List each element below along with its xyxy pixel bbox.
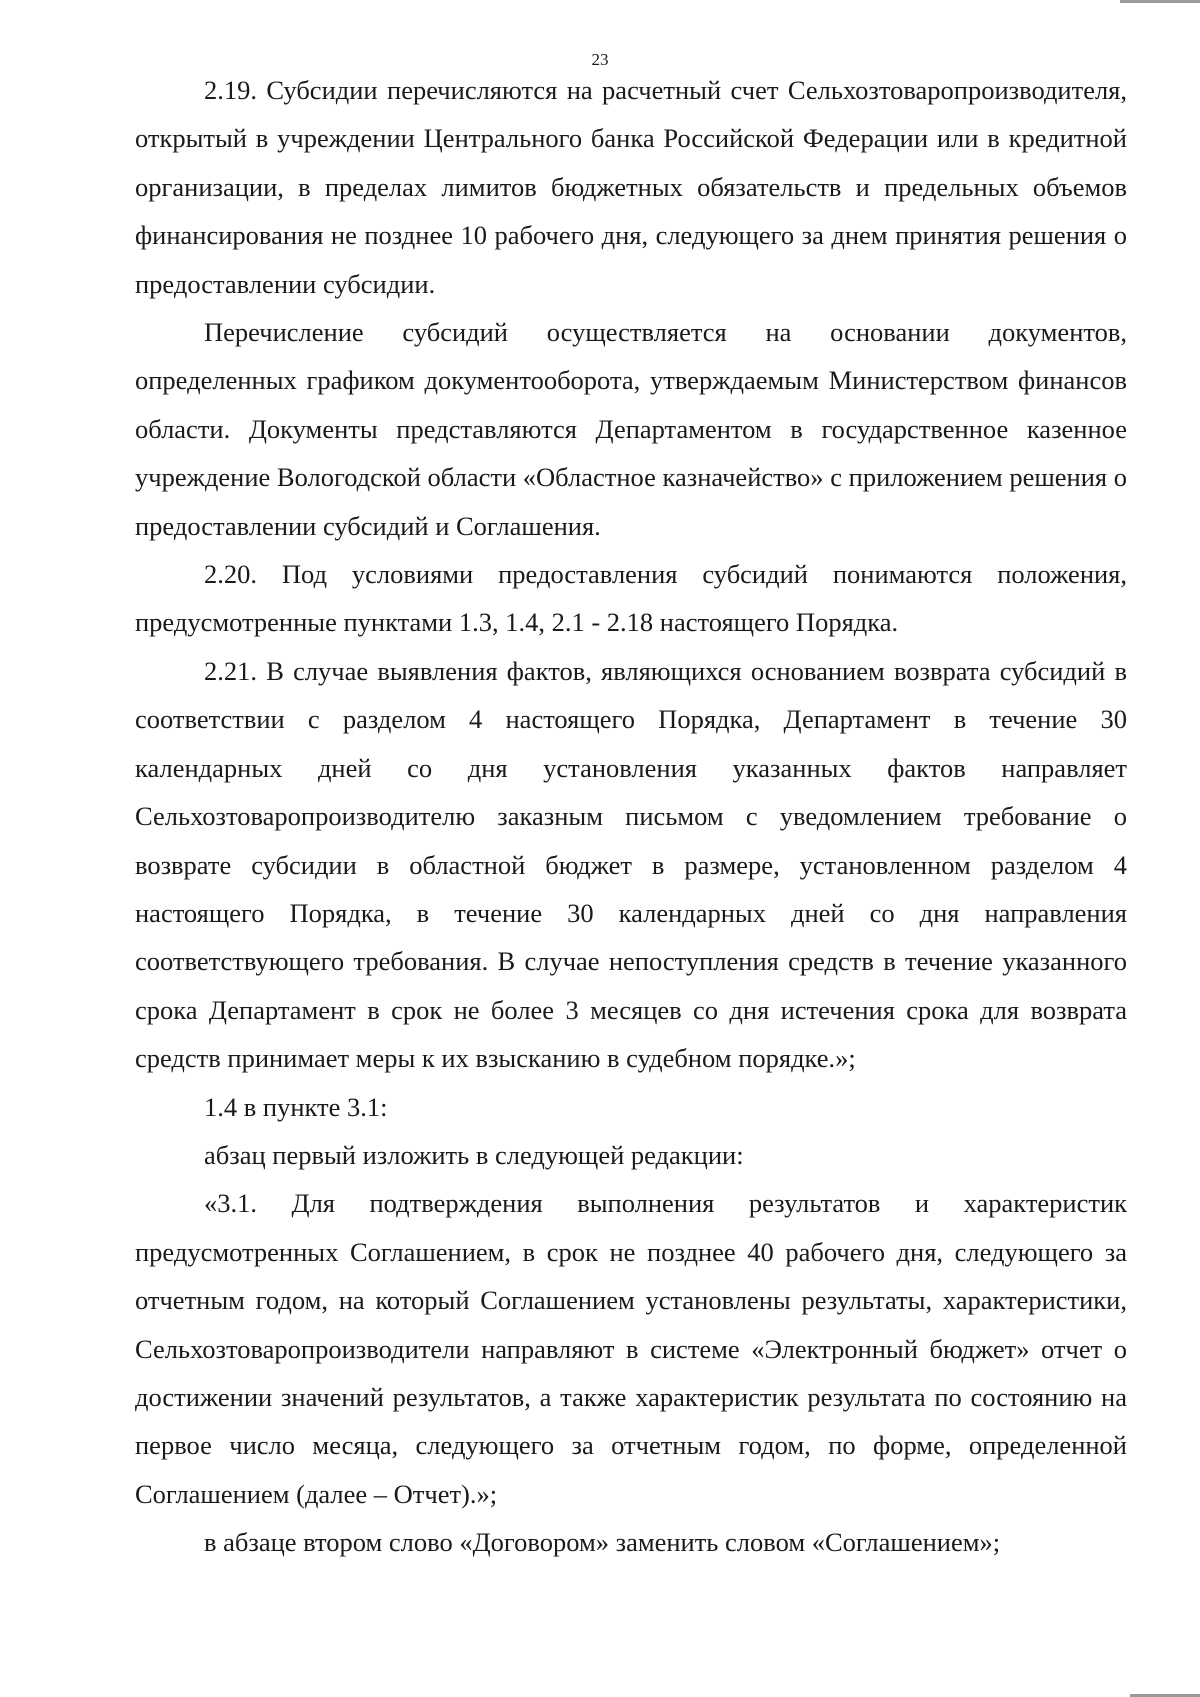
paragraph-2-20: 2.20. Под условиями предоставления субсидий понимаются положения, предусмотренные пунктами 1.3, 1.4, 2.1 - 2.18 настоящего Порядка. [135, 559, 1127, 638]
paragraph-second-abzac: в абзаце втором слово «Договором» заменить словом «Соглашением»; [204, 1527, 1001, 1558]
paragraph-2-19: 2.19. Субсидии перечисляются на расчетный счет Сельхозтоваропроизводителя, открытый в учреждении Центрального банка Российской Федерации или в кредитной организации, в пределах лимитов бюджетных обязательств и предельных объемов финансирования не позднее 10 рабочего дня, следующего за днем принятия решения о предоставлении субсидии. [135, 75, 1127, 299]
document-body [135, 66, 1127, 1567]
paragraph-first-abzac: абзац первый изложить в следующей редакции: [204, 1139, 744, 1170]
paragraph-item-1-4: 1.4 в пункте 3.1: [204, 1091, 388, 1122]
page-number: 23 [591, 50, 609, 69]
paragraph-2-21: 2.21. В случае выявления фактов, являющихся основанием возврата субсидий в соответствии с разделом 4 настоящего Порядка, Департамент в течение 30 календарных дней со дня установления указанных фактов направляет Сельхозтоваропроизводителю заказным письмом с уведомлением требование о возврате субсидии в областной бюджет в размере, установленном разделом 4 настоящего Порядка, в течение 30 календарных дней со дня направления соответствующего требования. В случае непоступления средств в течение указанного срока Департамент в срок не более 3 месяцев со дня истечения срока для возврата средств принимает меры к их взысканию в судебном порядке.»; [135, 655, 1127, 1074]
paragraph-3-1: «3.1. Для подтверждения выполнения результатов и характеристик предусмотренных Соглашением, в срок не позднее 40 рабочего дня, следующего за отчетным годом, на который Соглашением установлены результаты, характеристики, Сельхозтоваропроизводители направляют в системе «Электронный бюджет» отчет о достижении значений результатов, а также характеристик результата по состоянию на первое число месяца, следующего за отчетным годом, по форме, определенной Соглашением (далее – Отчет).»; [135, 1188, 1127, 1509]
paragraph-transfer-documents: Перечисление субсидий осуществляется на основании документов, определенных графиком документооборота, утверждаемым Министерством финансов области. Документы представляются Департаментом в государственное казенное учреждение Вологодской области «Областное казначейство» с приложением решения о предоставлении субсидий и Соглашения. [135, 317, 1127, 541]
scan-mark-top-right [1120, 0, 1200, 3]
